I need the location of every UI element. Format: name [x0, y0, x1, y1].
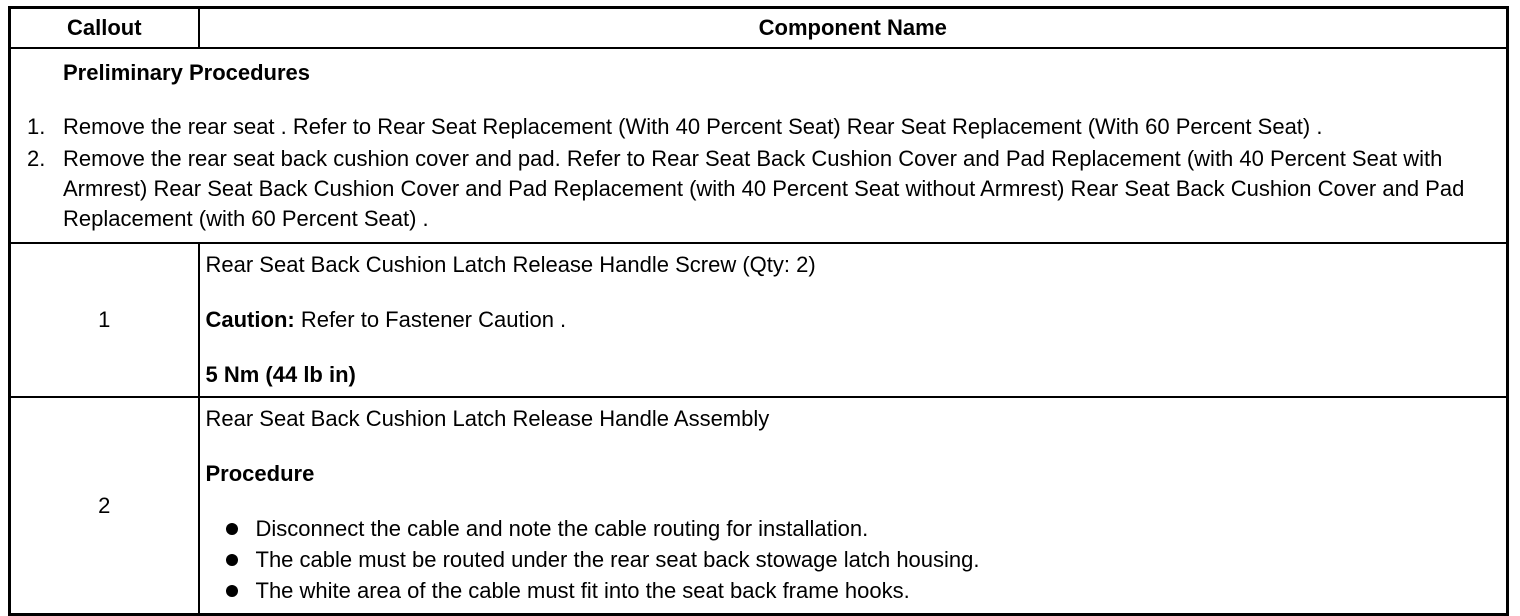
- procedure-bullets: [206, 514, 1497, 606]
- callout-cell: 2: [10, 397, 199, 615]
- preliminary-row: [10, 48, 1508, 243]
- bullet-icon: [226, 585, 238, 597]
- bullet-icon: [226, 554, 238, 566]
- procedure-title: Procedure: [205, 461, 315, 486]
- preliminary-step: [11, 144, 1506, 234]
- bullet-text: The white area of the cable must fit into the seat back frame hooks.: [255, 578, 910, 603]
- bullet-text: Disconnect the cable and note the cable routing for installation.: [255, 516, 869, 541]
- bullet-text: The cable must be routed under the rear seat back stowage latch housing.: [255, 547, 980, 572]
- bullet-icon: [226, 523, 238, 535]
- preliminary-title: Preliminary Procedures: [63, 60, 311, 85]
- component-cell: [199, 397, 1508, 615]
- preliminary-procedures: [10, 48, 1508, 243]
- step-number: 2.: [27, 146, 46, 171]
- list-item: [206, 545, 1497, 575]
- list-item: [206, 514, 1497, 544]
- caution-label: Caution:: [205, 307, 295, 332]
- list-item: [206, 576, 1497, 606]
- step-text: Remove the rear seat . Refer to Rear Seat Replacement (With 40 Percent Seat) Rear Seat Replacement (With 60 Percent Seat) .: [63, 114, 1323, 139]
- callout-cell: 1: [10, 243, 199, 397]
- component-cell: [199, 243, 1508, 397]
- callout-header: Callout: [10, 8, 199, 49]
- component-name: Rear Seat Back Cushion Latch Release Handle Screw (Qty: 2): [205, 252, 816, 277]
- preliminary-step: [11, 112, 1506, 142]
- component-name-header: Component Name: [199, 8, 1508, 49]
- table-row: [10, 243, 1508, 397]
- preliminary-steps: [11, 112, 1506, 234]
- step-text: Remove the rear seat back cushion cover and pad. Refer to Rear Seat Back Cushion Cover and Pad Replacement (with 40 Percent Seat with Armrest) Rear Seat Back Cushion Cover and Pad Replacement (with 40 Percent Seat without Armrest) Rear Seat Back Cushion Cover and Pad Replacement (with 60 Percent Seat) .: [63, 146, 1465, 231]
- torque-spec: 5 Nm (44 lb in): [205, 362, 356, 387]
- step-number: 1.: [27, 114, 46, 139]
- caution-text: Refer to Fastener Caution .: [294, 307, 567, 332]
- caution-note: [206, 305, 1497, 335]
- component-table: [8, 6, 1509, 616]
- table-row: [10, 397, 1508, 615]
- component-name: Rear Seat Back Cushion Latch Release Handle Assembly: [205, 406, 770, 431]
- header-row: [10, 8, 1508, 49]
